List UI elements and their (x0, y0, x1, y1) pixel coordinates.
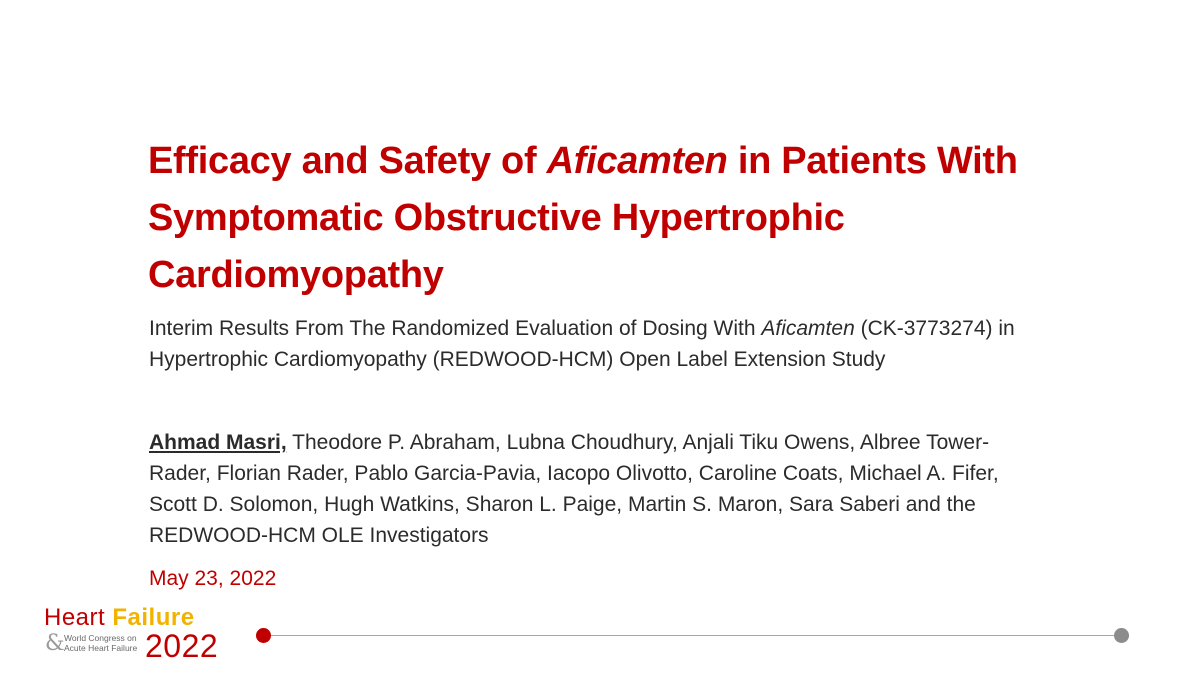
presenting-author: Ahmad Masri, (149, 431, 287, 454)
co-authors: Theodore P. Abraham, Lubna Choudhury, Anjali Tiku Owens, Albree Tower-Rader, Florian Rader, Pablo Garcia-Pavia, Iacopo Olivotto, Caroline Coats, Michael A. Fifer, Scott D. Solomon, Hugh Watkins, Sharon L. Paige, Martin S. Maron, Sara Saberi and the REDWOOD-HCM OLE Investigators (149, 431, 999, 547)
logo-congress-text (64, 633, 137, 653)
logo-failure-text: Failure (112, 604, 195, 631)
logo-heart-text: Heart (44, 604, 106, 631)
logo-congress-line-1: World Congress on (64, 633, 137, 643)
subtitle-part-2: (CK-3773274) in Hypertrophic Cardiomyopathy (REDWOOD-HCM) Open Label Extension Study (149, 317, 1015, 371)
title-part-2: in Patients With Symptomatic Obstructive Hypertrophic Cardiomyopathy (148, 140, 1018, 296)
author-list (149, 427, 1049, 551)
logo-year: 2022 (145, 628, 219, 664)
footer-red-dot (256, 628, 271, 643)
logo-congress-line-2: Acute Heart Failure (64, 643, 138, 653)
heart-failure-2022-logo (44, 604, 244, 664)
footer-divider-line (264, 635, 1121, 636)
presentation-date: May 23, 2022 (149, 567, 277, 590)
slide-title (148, 133, 1108, 304)
title-part-1: Efficacy and Safety of (148, 140, 547, 182)
footer-gray-dot (1114, 628, 1129, 643)
slide-subtitle (149, 313, 1049, 375)
logo-ampersand: & (45, 631, 65, 656)
subtitle-part-1: Interim Results From The Randomized Evaluation of Dosing With (149, 317, 762, 340)
subtitle-drug-name: Aficamten (761, 317, 855, 340)
title-drug-name: Aficamten (546, 140, 728, 182)
